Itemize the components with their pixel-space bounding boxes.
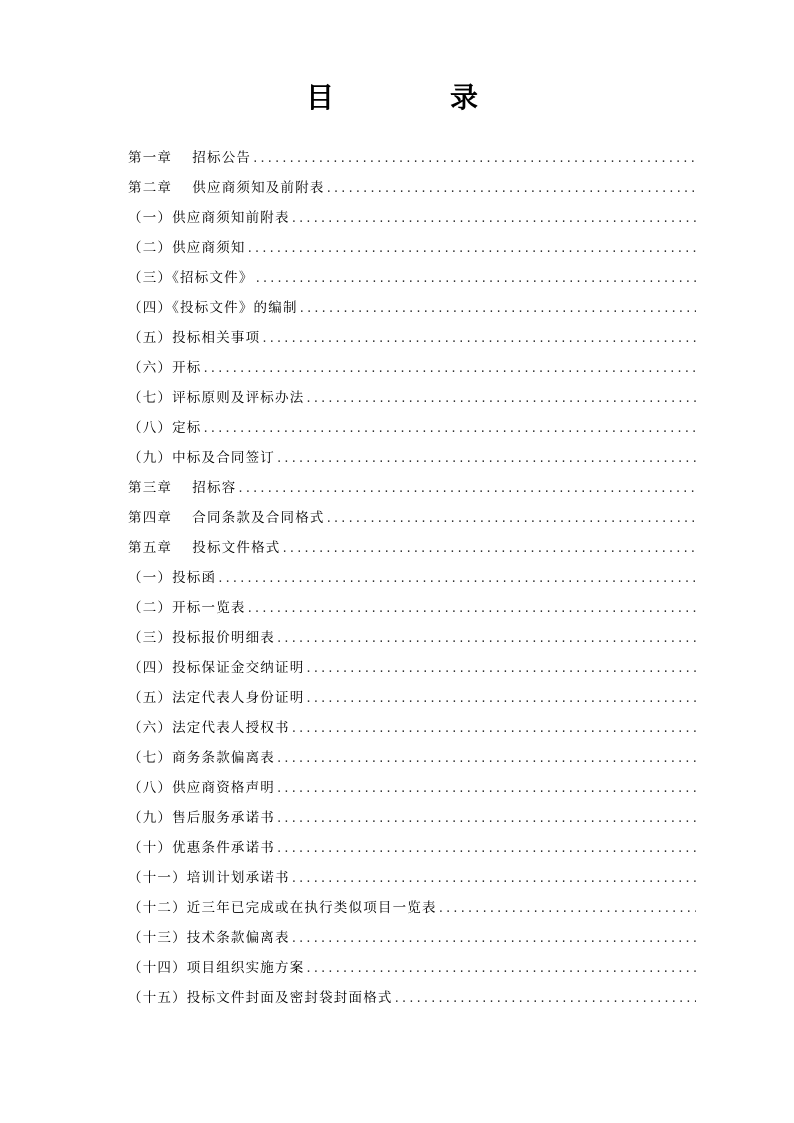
toc-entry-label: （十五）投标文件封面及密封袋封面格式 [128,990,393,1006]
dot-leader [292,719,696,737]
toc-entry-label: （六）开标 [128,360,202,376]
toc-entry-label: （一）供应商须知前附表 [128,210,290,226]
toc-entry-label: （四）《投标文件》的编制 [128,300,298,316]
dot-leader [277,749,696,767]
dot-leader [292,869,696,887]
toc-entry-label: （九）中标及合同签订 [128,450,275,466]
toc-entry-label: 第一章 招标公告 [128,150,252,166]
toc-entry[interactable] [128,947,696,977]
toc-entry-label: （五）法定代表人身份证明 [128,690,305,706]
toc-entry[interactable] [128,167,696,197]
toc-entry[interactable] [128,437,696,467]
toc-entry-label: 第三章 招标容 [128,480,237,496]
table-of-contents [128,137,696,1007]
dot-leader [327,179,696,197]
toc-entry[interactable] [128,977,696,1007]
toc-entry-label: （七）商务条款偏离表 [128,750,275,766]
dot-leader [218,569,696,587]
toc-entry-label: （十三）技术条款偏离表 [128,930,290,946]
dot-leader [248,599,696,617]
toc-entry[interactable] [128,677,696,707]
toc-entry[interactable] [128,557,696,587]
toc-entry[interactable] [128,707,696,737]
toc-entry[interactable] [128,197,696,227]
dot-leader [253,149,696,167]
dot-leader [277,449,696,467]
toc-entry-label: 第二章 供应商须知及前附表 [128,180,325,196]
toc-entry-label: （十一）培训计划承诺书 [128,870,290,886]
dot-leader [327,509,696,527]
toc-entry-label: （九）售后服务承诺书 [128,810,275,826]
dot-leader [204,419,697,437]
dot-leader [238,479,696,497]
toc-entry-label: （一）投标函 [128,570,217,586]
toc-entry[interactable] [128,737,696,767]
toc-entry[interactable] [128,467,696,497]
dot-leader [256,269,696,287]
toc-entry-label: （二）供应商须知 [128,240,246,256]
page-title: 目 录 [305,81,522,114]
dot-leader [277,779,696,797]
toc-entry[interactable] [128,917,696,947]
toc-entry[interactable] [128,827,696,857]
toc-entry-label: 第五章 投标文件格式 [128,540,281,556]
dot-leader [292,929,696,947]
toc-entry-label: （三）投标报价明细表 [128,630,275,646]
toc-entry[interactable] [128,797,696,827]
toc-entry[interactable] [128,497,696,527]
toc-entry-label: 第四章 合同条款及合同格式 [128,510,325,526]
toc-entry[interactable] [128,257,696,287]
dot-leader [277,839,696,857]
dot-leader [283,539,697,557]
toc-entry-label: （八）定标 [128,420,202,436]
dot-leader [306,959,696,977]
dot-leader [248,239,696,257]
toc-entry[interactable] [128,587,696,617]
toc-entry[interactable] [128,857,696,887]
toc-entry-label: （八）供应商资格声明 [128,780,275,796]
dot-leader [306,689,696,707]
toc-entry[interactable] [128,227,696,257]
dot-leader [306,389,696,407]
toc-entry-label: （二）开标一览表 [128,600,246,616]
toc-entry-label: （十四）项目组织实施方案 [128,960,305,976]
toc-entry-label: （五）投标相关事项 [128,330,261,346]
toc-entry-label: （六）法定代表人授权书 [128,720,290,736]
dot-leader [277,629,696,647]
toc-entry-label: （四）投标保证金交纳证明 [128,660,305,676]
toc-entry[interactable] [128,317,696,347]
dot-leader [439,899,696,917]
dot-leader [306,659,696,677]
dot-leader [300,299,696,317]
toc-entry-label: （七）评标原则及评标办法 [128,390,305,406]
dot-leader [277,809,696,827]
toc-entry[interactable] [128,617,696,647]
toc-entry[interactable] [128,407,696,437]
toc-entry[interactable] [128,647,696,677]
toc-entry[interactable] [128,377,696,407]
toc-entry-label: （十）优惠条件承诺书 [128,840,275,856]
toc-entry-label: （三）《招标文件》 [128,270,254,286]
dot-leader [262,329,696,347]
dot-leader [204,359,697,377]
dot-leader [292,209,696,227]
toc-entry[interactable] [128,347,696,377]
toc-entry[interactable] [128,287,696,317]
toc-entry[interactable] [128,887,696,917]
dot-leader [395,989,696,1007]
toc-entry[interactable] [128,767,696,797]
toc-entry[interactable] [128,527,696,557]
toc-entry-label: （十二）近三年已完成或在执行类似项目一览表 [128,900,437,916]
toc-entry[interactable] [128,137,696,167]
